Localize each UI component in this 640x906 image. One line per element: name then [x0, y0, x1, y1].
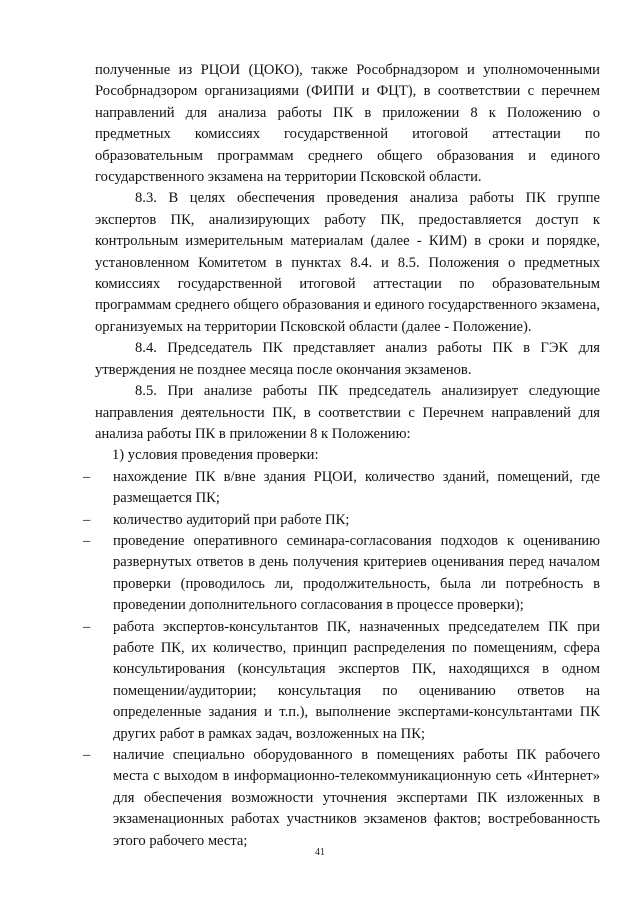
list-item-text: работа экспертов-консультантов ПК, назначенных председателем ПК при работе ПК, их количество, принцип распределения по помещениям, сфера консультирования (консультация экспертов ПК, находящихся в одном помещении/аудитории; консультация по оцениванию ответов на определенные задания и т.п.), выполнение экспертами-консультантами ПК других работ в рамках задач, возложенных на ПК; [113, 618, 600, 742]
list-item-text: количество аудиторий при работе ПК; [113, 511, 350, 528]
paragraph-8-3: 8.3. В целях обеспечения проведения анализа работы ПК группе экспертов ПК, анализирующих работу ПК, предоставляется доступ к контрольным измерительным материалам (далее - КИМ) в сроки и порядке, установленном Комитетом в пунктах 8.4. и 8.5. Положения о предметных комиссиях государственной итоговой аттестации по образовательным программам среднего общего образования и единого государственного экзамена, организуемых на территории Псковской области (далее - Положение). [95, 190, 600, 335]
dash-marker: – [83, 747, 91, 763]
dash-marker: – [83, 511, 91, 528]
list-item [83, 745, 600, 852]
dash-marker: – [83, 468, 91, 485]
list-item-text: нахождение ПК в/вне здания РЦОИ, количество зданий, помещений, где размещается ПК; [113, 468, 600, 507]
page-number: 41 [315, 847, 325, 858]
bullet-list [83, 467, 600, 852]
list-item [83, 531, 600, 617]
subitem-1-heading: 1) условия проведения проверки: [112, 447, 319, 464]
dash-marker: – [83, 532, 91, 549]
list-item [83, 617, 600, 745]
list-item [83, 510, 600, 531]
paragraph-8-4: 8.4. Председатель ПК представляет анализ работы ПК в ГЭК для утверждения не позднее месяца после окончания экзаменов. [95, 340, 600, 378]
list-item-text: наличие специально оборудованного в помещениях работы ПК рабочего места с выходом в информационно-телекоммуникационную сеть «Интернет» для обеспечения возможности уточнения экспертами ПК изложенных в экзаменационных работах участников экзаменов фактов; востребованность этого рабочего места; [113, 747, 600, 849]
document-body [83, 60, 600, 852]
list-item-text: проведение оперативного семинара-согласования подходов к оцениванию развернутых ответов в день получения критериев оценивания перед началом проверки (проводилось ли, продолжительность, была ли потребность в проведении дополнительного согласования в процессе проверки); [113, 532, 600, 614]
list-item [83, 467, 600, 510]
dash-marker: – [83, 618, 91, 635]
paragraph-intro: полученные из РЦОИ (ЦОКО), также Рособрнадзором и уполномоченными Рособрнадзором организациями (ФИПИ и ФЦТ), в соответствии с перечнем направлений для анализа работы ПК в приложении 8 к Положению о предметных комиссиях государственной итоговой аттестации по образовательным программам среднего общего образования и единого государственного экзамена на территории Псковской области. [95, 62, 600, 186]
paragraph-8-5: 8.5. При анализе работы ПК председатель анализирует следующие направления деятельности ПК, в соответствии с Перечнем направлений для анализа работы ПК в приложении 8 к Положению: [95, 383, 600, 442]
